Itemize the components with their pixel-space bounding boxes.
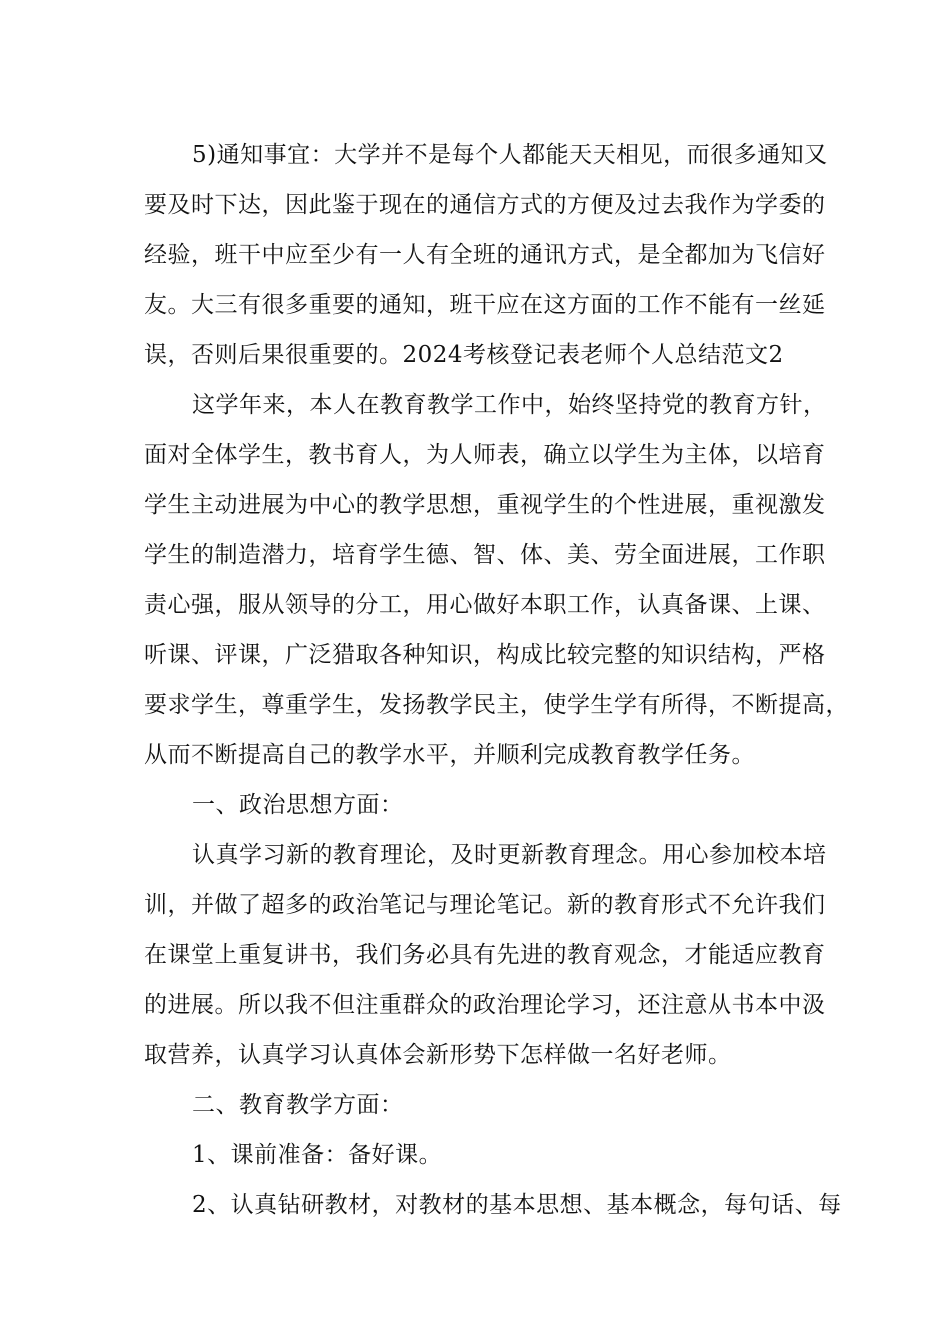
text-line: 责心强，服从领导的分工，用心做好本职工作，认真备课、上课、 [144,592,826,618]
text-line: 要求学生，尊重学生，发扬教学民主，使学生学有所得，不断提高， [144,692,849,718]
text-line: 误，否则后果很重要的。2024考核登记表老师个人总结范文2 [144,342,784,368]
section-heading: 一、政治思想方面： [192,792,404,818]
section-heading: 二、教育教学方面： [192,1092,404,1118]
text-line: 训，并做了超多的政治笔记与理论笔记。新的教育形式不允许我们 [144,892,826,918]
text-line: 听课、评课，广泛猎取各种知识，构成比较完整的知识结构，严格 [144,642,826,668]
text-line: 认真学习新的教育理论，及时更新教育理念。用心参加校本培 [192,842,827,868]
text-line: 从而不断提高自己的教学水平，并顺利完成教育教学任务。 [144,742,755,768]
text-line: 学生主动进展为中心的教学思想，重视学生的个性进展，重视激发 [144,492,826,518]
text-line: 面对全体学生，教书育人，为人师表，确立以学生为主体，以培育 [144,442,826,468]
text-line: 这学年来，本人在教育教学工作中，始终坚持党的教育方针， [192,392,827,418]
list-item: 2、认真钻研教材，对教材的基本思想、基本概念，每句话、每 [192,1192,842,1218]
list-item: 1、课前准备：备好课。 [192,1142,443,1168]
text-line: 学生的制造潜力，培育学生德、智、体、美、劳全面进展，工作职 [144,542,826,568]
text-line: 取营养，认真学习认真体会新形势下怎样做一名好老师。 [144,1042,732,1068]
text-line: 经验，班干中应至少有一人有全班的通讯方式，是全都加为飞信好 [144,242,826,268]
text-line: 友。大三有很多重要的通知，班干应在这方面的工作不能有一丝延 [144,292,826,318]
text-line: 在课堂上重复讲书，我们务必具有先进的教育观念，才能适应教育 [144,942,826,968]
text-line: 要及时下达，因此鉴于现在的通信方式的方便及过去我作为学委的 [144,192,826,218]
text-line: 的进展。所以我不但注重群众的政治理论学习，还注意从书本中汲 [144,992,826,1018]
text-line: 5)通知事宜：大学并不是每个人都能天天相见，而很多通知又 [192,142,828,168]
